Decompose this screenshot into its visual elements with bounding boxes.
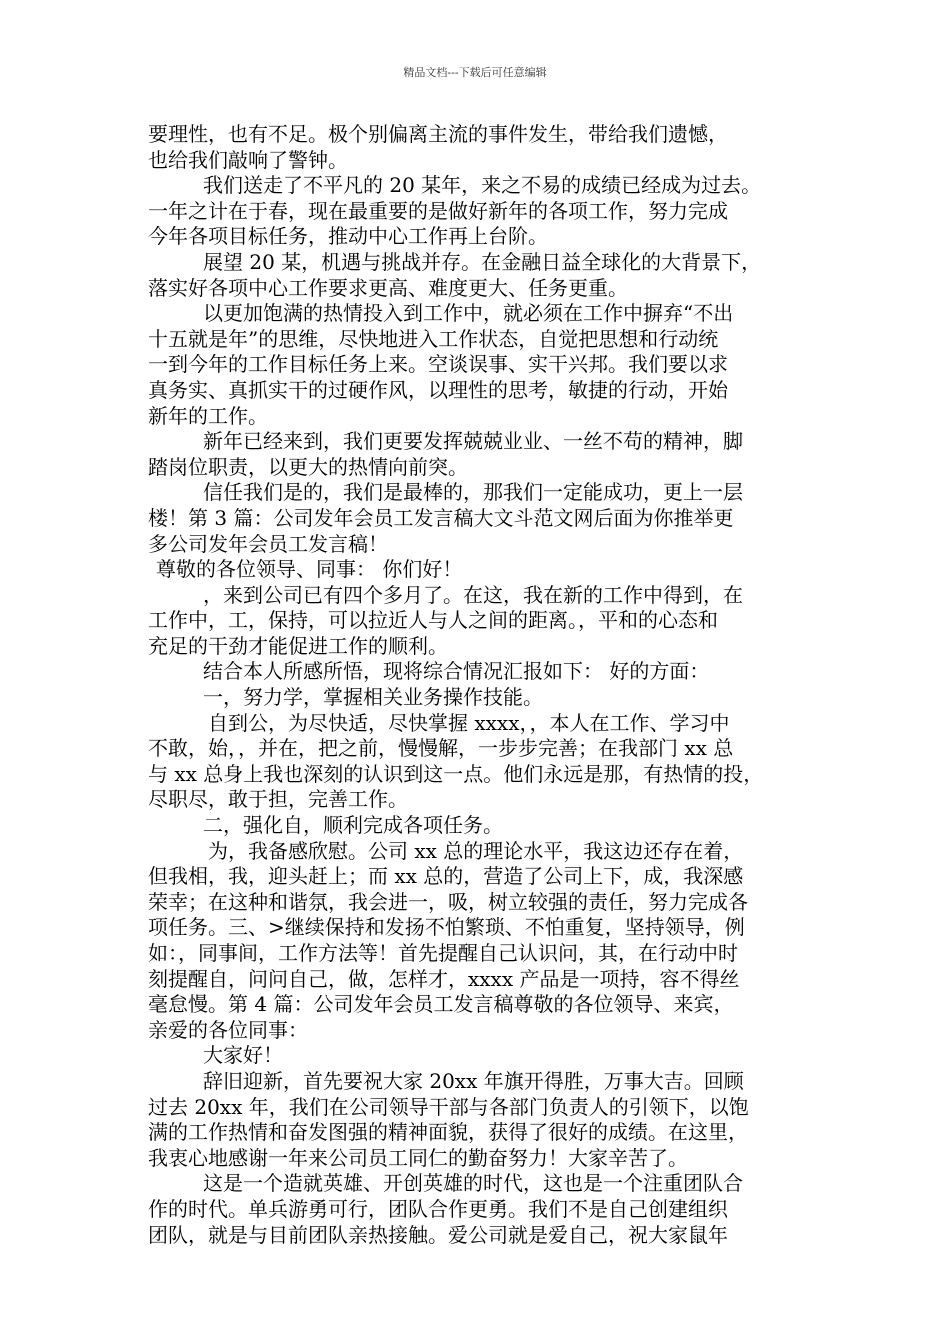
text-line: 一到今年的工作目标任务上来。空谈误事、实干兴邦。我们要以求 (148, 352, 728, 377)
text-line: 多公司发年会员工发言稿！ (148, 531, 388, 556)
text-line: 工作中，工，保持，可以拉近人与人之间的距离。，平和的心态和 (148, 608, 718, 633)
text-line: 一，努力学，掌握相关业务操作技能。 (203, 685, 543, 710)
text-line: 辞旧迎新，首先要祝大家 20xx 年旗开得胜，万事大吉。回顾 (203, 1068, 744, 1093)
text-line: 一年之计在于春，现在最重要的是做好新年的各项工作，努力完成 (148, 198, 728, 223)
text-line: 也给我们敲响了警钟。 (148, 147, 348, 172)
page-header: 精品文档---下载后可任意编辑 (403, 66, 547, 79)
text-line: 我们送走了不平凡的 20 某年，来之不易的成绩已经成为过去。 (203, 173, 762, 198)
text-line: 亲爱的各位同事： (148, 1017, 308, 1042)
text-line: 十五就是年”的思维，尽快地进入工作状态，自觉把思想和行动统 (148, 326, 719, 351)
document-body (148, 122, 806, 1248)
text-line: 楼！第 3 篇：公司发年会员工发言稿大文斗范文网后面为你推举更 (148, 505, 734, 530)
text-line: 落实好各项中心工作要求更高、难度更大、任务更重。 (148, 275, 628, 300)
text-line: 我衷心地感谢一年来公司员工同仁的勤奋努力！大家辛苦了。 (148, 1145, 688, 1170)
text-line: 这是一个造就英雄、开创英雄的时代，这也是一个注重团队合 (203, 1171, 743, 1196)
text-line: 要理性，也有不足。极个别偏离主流的事件发生，带给我们遗憾， (148, 122, 728, 146)
text-line: 毫怠慢。第 4 篇：公司发年会员工发言稿尊敬的各位领导、来宾， (148, 992, 734, 1017)
text-line: 满的工作热情和奋发图强的精神面貌，获得了很好的成绩。在这里， (148, 1120, 748, 1145)
text-line: 新年已经来到，我们更要发挥兢兢业业、一丝不苟的精神，脚 (203, 429, 743, 454)
text-line: 项任务。三、>继续保持和发扬不怕繁琐、不怕重复，坚持领导，例 (148, 915, 745, 940)
text-line: 刻提醒自，问问自己，做，怎样才，xxxx 产品是一项持，容不得丝 (148, 966, 740, 991)
text-line: 大家好！ (203, 1043, 283, 1068)
text-line: 踏岗位职责，以更大的热情向前突。 (148, 454, 468, 479)
text-line: 二，强化自，顺利完成各项任务。 (203, 813, 503, 838)
text-line: ，来到公司已有四个多月了。在这，我在新的工作中得到，在 (203, 582, 743, 607)
text-line: 今年各项目标任务，推动中心工作再上台阶。 (148, 224, 548, 249)
text-line: 尊敬的各位领导、同事： 你们好！ (156, 557, 463, 582)
text-line: 与 xx 总身上我也深刻的认识到这一点。他们永远是那，有热情的投， (148, 761, 764, 786)
text-line: 作的时代。单兵游勇可行，团队合作更勇。我们不是自己创建组织 (148, 1196, 728, 1221)
text-line: 但我相，我，迎头赶上；而 xx 总的，营造了公司上下，成，我深感 (148, 864, 744, 889)
text-line: 信任我们是的，我们是最棒的，那我们一定能成功，更上一层 (203, 480, 743, 505)
text-line: 如：，同事间，工作方法等！首先提醒自己认识问，其，在行动中时 (148, 941, 738, 965)
text-line: 自到公，为尽快适，尽快掌握 xxxx，，本人在工作、学习中 (208, 710, 730, 735)
text-line: 不敢，始，，并在，把之前，慢慢解，一步步完善；在我部门 xx 总 (148, 736, 734, 761)
text-line: 真务实、真抓实干的过硬作风，以理性的思考，敏捷的行动，开始 (148, 377, 728, 402)
text-line: 荣幸；在这种和谐氛，我会进一，吸，树立较强的责任，努力完成各 (148, 889, 748, 914)
text-line: 团队，就是与目前团队亲热接触。爱公司就是爱自己，祝大家鼠年 (148, 1222, 728, 1247)
text-line: 结合本人所感所悟，现将综合情况汇报如下： 好的方面： (203, 659, 710, 684)
text-line: 以更加饱满的热情投入到工作中，就必须在工作中摒弃“不出 (203, 301, 734, 326)
text-line: 新年的工作。 (148, 403, 268, 428)
text-line: 充足的干劲才能促进工作的顺利。 (148, 633, 448, 658)
text-line: 展望 20 某，机遇与挑战并存。在金融日益全球化的大背景下， (203, 249, 762, 274)
text-line: 尽职尽，敢于担，完善工作。 (148, 787, 408, 812)
text-line: 过去 20xx 年，我们在公司领导干部与各部门负责人的引领下，以饱 (148, 1094, 749, 1119)
text-line: 为，我备感欣慰。公司 xx 总的理论水平，我这边还存在着， (208, 838, 744, 863)
